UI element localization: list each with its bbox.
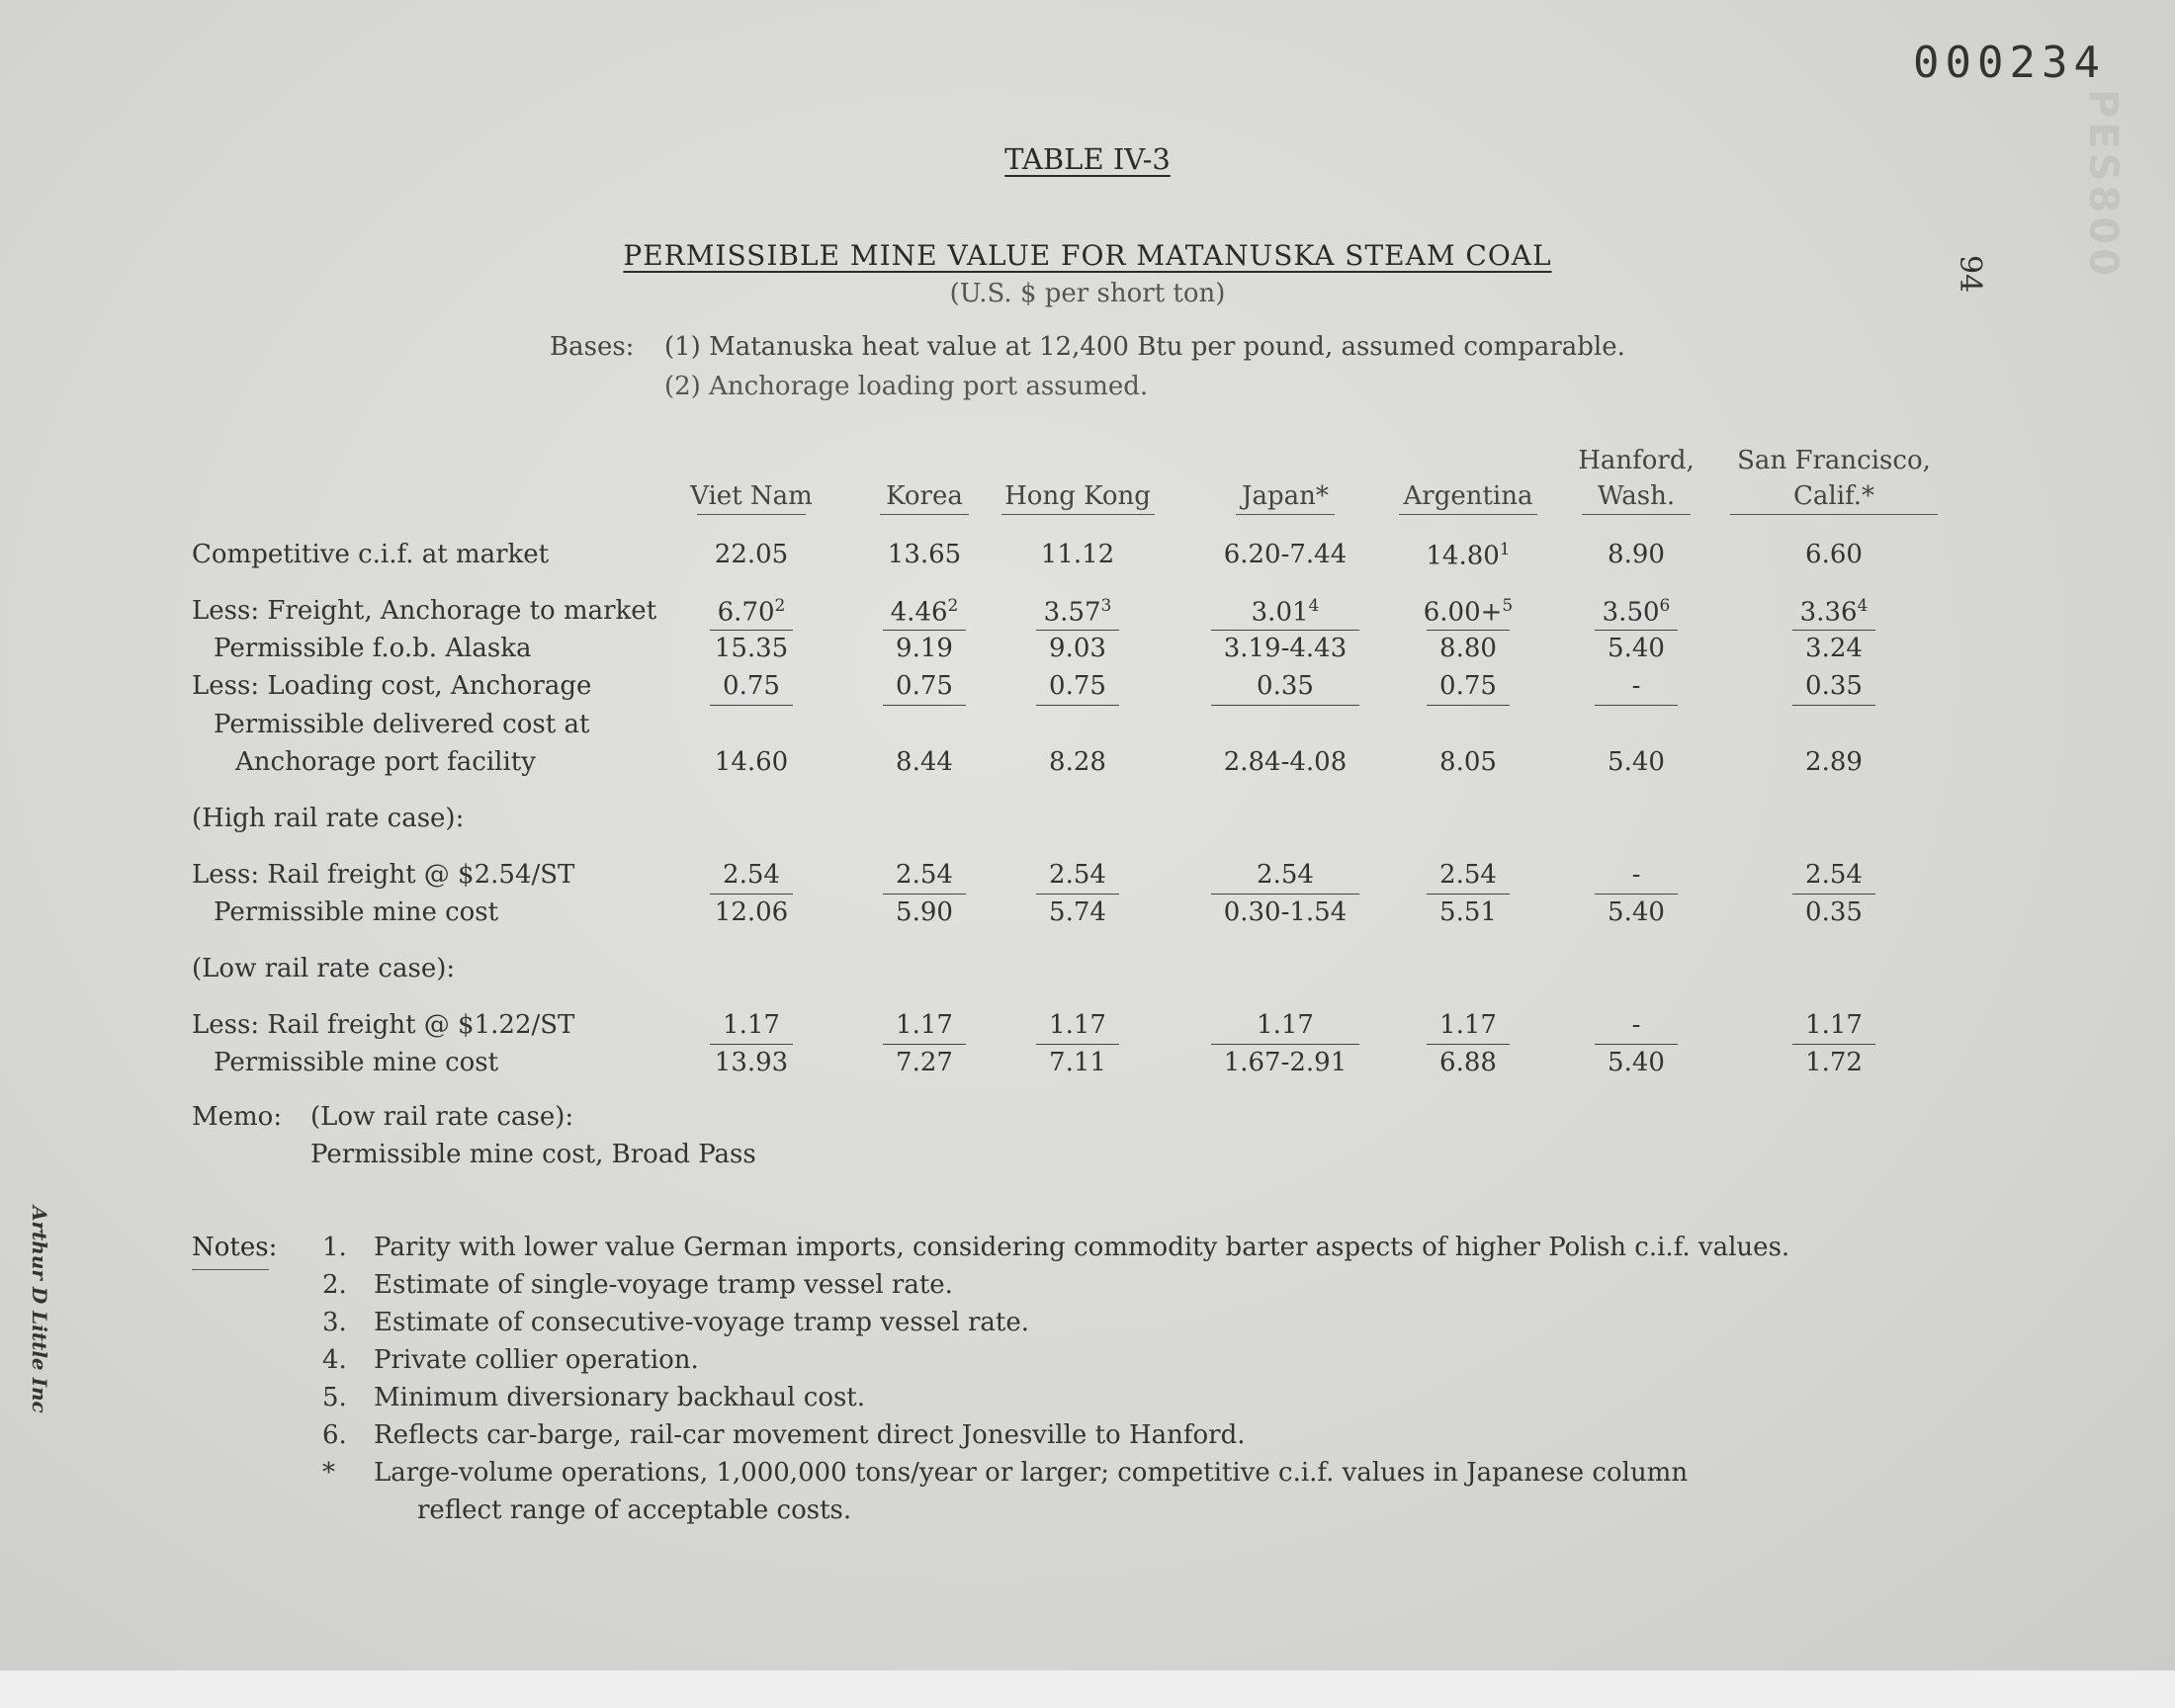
table-title: PERMISSIBLE MINE VALUE FOR MATANUSKA STEAM COAL xyxy=(623,239,1552,272)
note-item xyxy=(322,1420,2102,1458)
cell-fob-argentina xyxy=(1394,634,1542,663)
cell-value: 14.60 xyxy=(714,747,789,777)
subtotal-rule xyxy=(1211,894,1359,895)
cell-value: 2.54 xyxy=(896,860,953,890)
notes-underline xyxy=(192,1269,269,1270)
cell-value: 7.27 xyxy=(896,1048,953,1077)
cell-cif-hanford xyxy=(1562,540,1710,569)
cell-delivered-hong-kong xyxy=(1003,747,1152,777)
subtotal-rule xyxy=(1036,894,1119,895)
subtotal-rule xyxy=(1792,630,1875,631)
cell-value: 2.54 xyxy=(1257,860,1314,890)
subtotal-rule xyxy=(1792,705,1875,706)
cell-low_rail-hanford xyxy=(1562,1010,1710,1040)
cell-loading-hong-kong xyxy=(1003,671,1152,701)
cell-footnote-ref: 1 xyxy=(1499,540,1511,559)
note-item xyxy=(322,1270,2102,1308)
subtotal-rule xyxy=(1595,1044,1678,1045)
cell-value: 5.40 xyxy=(1608,1048,1665,1077)
document-number: 000234 xyxy=(1913,38,2106,88)
cell-value: 3.57 xyxy=(1043,597,1101,628)
bases-line-2: (2) Anchorage loading port assumed. xyxy=(664,372,1149,401)
cell-value: 3.36 xyxy=(1799,597,1858,628)
cell-value: 5.74 xyxy=(1049,897,1106,927)
cell-value: 0.35 xyxy=(1257,671,1314,701)
column-header-underline xyxy=(1001,514,1155,515)
cell-value: - xyxy=(1631,671,1641,701)
cell-high_mine-korea xyxy=(850,897,999,927)
column-header-line-2: Japan* xyxy=(1242,481,1329,511)
cell-cif-san-francisco xyxy=(1760,540,1908,569)
cell-loading-san-francisco xyxy=(1760,671,1908,701)
column-header-line-1: San Francisco, xyxy=(1737,446,1931,475)
cell-low_mine-viet-nam xyxy=(677,1048,826,1077)
subtotal-rule xyxy=(1427,1044,1510,1045)
note-marker: 6. xyxy=(322,1420,347,1450)
cell-delivered-san-francisco xyxy=(1760,747,1908,777)
cell-loading-hanford xyxy=(1562,671,1710,701)
cell-value: - xyxy=(1631,1010,1641,1040)
cell-footnote-ref: 5 xyxy=(1502,596,1514,616)
cell-value: 2.89 xyxy=(1805,747,1863,777)
note-item xyxy=(322,1233,2102,1270)
column-header-underline xyxy=(697,514,806,515)
cell-low_mine-argentina xyxy=(1394,1048,1542,1077)
row-label-low_rail: Less: Rail freight @ $1.22/ST xyxy=(192,1010,575,1040)
cell-value: - xyxy=(1631,860,1641,890)
cell-high_rail-argentina xyxy=(1394,860,1542,890)
cell-high_rail-korea xyxy=(850,860,999,890)
row-label-high_case: (High rail rate case): xyxy=(192,804,465,833)
note-text: Estimate of consecutive-voyage tramp vessel rate. xyxy=(374,1308,1030,1337)
cell-cif-japan xyxy=(1211,540,1359,569)
row-label-delivered-line-1: Permissible delivered cost at xyxy=(214,710,590,739)
cell-value: 5.51 xyxy=(1439,897,1497,927)
cell-value: 2.54 xyxy=(1439,860,1497,890)
note-item xyxy=(322,1383,2102,1420)
cell-freight-korea xyxy=(850,596,999,628)
cell-high_mine-japan xyxy=(1211,897,1359,927)
cell-value: 0.35 xyxy=(1805,897,1863,927)
cell-value: 3.24 xyxy=(1805,634,1863,663)
side-signature: Arthur D Little Inc xyxy=(28,1206,51,1413)
cell-value: 9.03 xyxy=(1049,634,1106,663)
row-label-fob: Permissible f.o.b. Alaska xyxy=(214,634,532,663)
column-header-line-1: Hanford, xyxy=(1578,446,1695,475)
cell-footnote-ref: 4 xyxy=(1308,596,1320,616)
subtotal-rule xyxy=(1792,1044,1875,1045)
subtotal-rule xyxy=(1595,705,1678,706)
cell-value: 2.54 xyxy=(723,860,780,890)
cell-delivered-argentina xyxy=(1394,747,1542,777)
bases-label: Bases: xyxy=(550,332,635,362)
cell-fob-hanford xyxy=(1562,634,1710,663)
note-text: Parity with lower value German imports, considering commodity barter aspects of higher Polish c.i.f. values. xyxy=(374,1233,1790,1262)
cell-high_rail-san-francisco xyxy=(1760,860,1908,890)
note-text: Reflects car-barge, rail-car movement direct Jonesville to Hanford. xyxy=(374,1420,1246,1450)
cell-value: 6.20-7.44 xyxy=(1223,540,1348,569)
cell-value: 6.00+ xyxy=(1423,597,1503,628)
cell-delivered-japan xyxy=(1211,747,1359,777)
cell-value: 11.12 xyxy=(1040,540,1115,569)
notes-label: Notes: xyxy=(192,1233,278,1262)
cell-cif-hong-kong xyxy=(1003,540,1152,569)
cell-value: 9.19 xyxy=(896,634,953,663)
cell-value: 2.84-4.08 xyxy=(1223,747,1348,777)
cell-low_rail-argentina xyxy=(1394,1010,1542,1040)
cell-freight-viet-nam xyxy=(677,596,826,628)
cell-cif-viet-nam xyxy=(677,540,826,569)
subtotal-rule xyxy=(710,894,793,895)
cell-value: 8.90 xyxy=(1608,540,1665,569)
cell-low_rail-viet-nam xyxy=(677,1010,826,1040)
subtotal-rule xyxy=(1792,894,1875,895)
cell-value: 8.80 xyxy=(1439,634,1497,663)
cell-value: 1.72 xyxy=(1805,1048,1863,1077)
note-marker: 1. xyxy=(322,1233,347,1262)
cell-value: 2.54 xyxy=(1805,860,1863,890)
cell-high_rail-viet-nam xyxy=(677,860,826,890)
cell-delivered-korea xyxy=(850,747,999,777)
cell-value: 6.70 xyxy=(717,597,775,628)
cell-value: 13.93 xyxy=(714,1048,789,1077)
row-label-high_mine: Permissible mine cost xyxy=(214,897,499,927)
scan-bottom-strip xyxy=(0,1670,2175,1708)
cell-fob-hong-kong xyxy=(1003,634,1152,663)
row-label-high_rail: Less: Rail freight @ $2.54/ST xyxy=(192,860,575,890)
note-text: Private collier operation. xyxy=(374,1345,699,1375)
cell-cif-argentina xyxy=(1394,540,1542,571)
subtotal-rule xyxy=(883,1044,966,1045)
subtotal-rule xyxy=(1427,705,1510,706)
cell-value: 5.40 xyxy=(1608,897,1665,927)
column-header-line-2: Argentina xyxy=(1403,481,1533,511)
note-marker: 2. xyxy=(322,1270,347,1300)
cell-fob-viet-nam xyxy=(677,634,826,663)
subtotal-rule xyxy=(1211,630,1359,631)
cell-value: 0.35 xyxy=(1805,671,1863,701)
column-header-underline xyxy=(1236,514,1335,515)
note-text: Estimate of single-voyage tramp vessel rate. xyxy=(374,1270,953,1300)
cell-value: 8.28 xyxy=(1049,747,1106,777)
cell-fob-san-francisco xyxy=(1760,634,1908,663)
cell-value: 5.90 xyxy=(896,897,953,927)
cell-loading-japan xyxy=(1211,671,1359,701)
note-text: Minimum diversionary backhaul cost. xyxy=(374,1383,866,1412)
cell-low_rail-korea xyxy=(850,1010,999,1040)
cell-high_rail-hanford xyxy=(1562,860,1710,890)
column-header-san-francisco xyxy=(1710,443,1958,515)
cell-high_rail-hong-kong xyxy=(1003,860,1152,890)
cell-loading-korea xyxy=(850,671,999,701)
row-label-delivered-line-2: Anchorage port facility xyxy=(235,747,536,777)
cell-value: 5.40 xyxy=(1608,634,1665,663)
cell-value: 1.17 xyxy=(1439,1010,1497,1040)
cell-low_mine-hong-kong xyxy=(1003,1048,1152,1077)
table-subtitle: (U.S. $ per short ton) xyxy=(949,279,1226,308)
cell-fob-korea xyxy=(850,634,999,663)
cell-value: 1.17 xyxy=(723,1010,780,1040)
cell-high_mine-hong-kong xyxy=(1003,897,1152,927)
cell-value: 0.75 xyxy=(1049,671,1106,701)
subtotal-rule xyxy=(1211,1044,1359,1045)
note-marker: 3. xyxy=(322,1308,347,1337)
cell-value: 0.75 xyxy=(1439,671,1497,701)
cell-loading-argentina xyxy=(1394,671,1542,701)
page-number: 94 xyxy=(1953,255,1987,294)
memo-line-2: Permissible mine cost, Broad Pass xyxy=(310,1140,756,1169)
cell-freight-japan xyxy=(1211,596,1359,628)
cell-fob-japan xyxy=(1211,634,1359,663)
subtotal-rule xyxy=(710,705,793,706)
cell-value: 15.35 xyxy=(714,634,789,663)
cell-value: 14.80 xyxy=(1426,541,1500,571)
cell-value: 1.67-2.91 xyxy=(1223,1048,1348,1077)
cell-freight-hong-kong xyxy=(1003,596,1152,628)
subtotal-rule xyxy=(1036,1044,1119,1045)
cell-value: 2.54 xyxy=(1049,860,1106,890)
cell-freight-argentina xyxy=(1394,596,1542,628)
note-item xyxy=(322,1458,2102,1533)
row-label-cif: Competitive c.i.f. at market xyxy=(192,540,550,569)
cell-value: 13.65 xyxy=(887,540,962,569)
cell-low_rail-san-francisco xyxy=(1760,1010,1908,1040)
cell-value: 4.46 xyxy=(890,597,948,628)
cell-value: 3.19-4.43 xyxy=(1223,634,1348,663)
cell-low_mine-san-francisco xyxy=(1760,1048,1908,1077)
cell-value: 8.05 xyxy=(1439,747,1497,777)
cell-freight-san-francisco xyxy=(1760,596,1908,628)
cell-high_mine-hanford xyxy=(1562,897,1710,927)
column-header-underline xyxy=(1582,514,1691,515)
cell-low_rail-japan xyxy=(1211,1010,1359,1040)
column-header-line-2: Wash. xyxy=(1597,481,1676,511)
table-number: TABLE IV-3 xyxy=(1004,142,1171,176)
cell-value: 1.17 xyxy=(1257,1010,1314,1040)
note-item xyxy=(322,1345,2102,1383)
cell-value: 3.50 xyxy=(1602,597,1660,628)
column-header-line-2: Hong Kong xyxy=(1004,481,1151,511)
subtotal-rule xyxy=(710,630,793,631)
cell-low_mine-hanford xyxy=(1562,1048,1710,1077)
cell-freight-hanford xyxy=(1562,596,1710,628)
note-marker: 5. xyxy=(322,1383,347,1412)
cell-value: 3.01 xyxy=(1251,597,1309,628)
row-label-freight: Less: Freight, Anchorage to market xyxy=(192,596,657,626)
subtotal-rule xyxy=(1211,705,1359,706)
cell-high_rail-japan xyxy=(1211,860,1359,890)
cell-delivered-hanford xyxy=(1562,747,1710,777)
cell-cif-korea xyxy=(850,540,999,569)
row-label-low_case: (Low rail rate case): xyxy=(192,954,456,983)
cell-loading-viet-nam xyxy=(677,671,826,701)
cell-value: 1.17 xyxy=(1805,1010,1863,1040)
cell-value: 8.44 xyxy=(896,747,953,777)
memo-label: Memo: xyxy=(192,1102,283,1132)
subtotal-rule xyxy=(883,894,966,895)
cell-value: 5.40 xyxy=(1608,747,1665,777)
margin-stamp: PES800 xyxy=(2080,89,2126,280)
column-header-line-2: Calif.* xyxy=(1793,481,1874,511)
cell-high_mine-san-francisco xyxy=(1760,897,1908,927)
cell-value: 12.06 xyxy=(714,897,789,927)
cell-footnote-ref: 6 xyxy=(1659,596,1671,616)
cell-value: 6.60 xyxy=(1805,540,1863,569)
subtotal-rule xyxy=(883,630,966,631)
subtotal-rule xyxy=(883,705,966,706)
subtotal-rule xyxy=(1036,705,1119,706)
cell-footnote-ref: 3 xyxy=(1100,596,1112,616)
cell-value: 0.75 xyxy=(896,671,953,701)
cell-high_mine-argentina xyxy=(1394,897,1542,927)
cell-high_mine-viet-nam xyxy=(677,897,826,927)
note-marker: * xyxy=(322,1458,335,1488)
note-marker: 4. xyxy=(322,1345,347,1375)
cell-value: 7.11 xyxy=(1049,1048,1106,1077)
column-header-underline xyxy=(1730,514,1938,515)
cell-low_rail-hong-kong xyxy=(1003,1010,1152,1040)
column-header-line-2: Korea xyxy=(886,481,963,511)
subtotal-rule xyxy=(1595,894,1678,895)
cell-value: 1.17 xyxy=(1049,1010,1106,1040)
cell-value: 1.17 xyxy=(896,1010,953,1040)
cell-value: 6.88 xyxy=(1439,1048,1497,1077)
cell-value: 0.30-1.54 xyxy=(1223,897,1348,927)
subtotal-rule xyxy=(1036,630,1119,631)
bases-line-1: (1) Matanuska heat value at 12,400 Btu per pound, assumed comparable. xyxy=(664,332,1625,362)
cell-delivered-viet-nam xyxy=(677,747,826,777)
subtotal-rule xyxy=(710,1044,793,1045)
subtotal-rule xyxy=(1427,894,1510,895)
cell-low_mine-japan xyxy=(1211,1048,1359,1077)
cell-value: 22.05 xyxy=(714,540,789,569)
cell-low_mine-korea xyxy=(850,1048,999,1077)
note-text: Large-volume operations, 1,000,000 tons/year or larger; competitive c.i.f. values in Japanese column xyxy=(374,1458,1689,1488)
cell-footnote-ref: 2 xyxy=(774,596,786,616)
column-header-line-2: Viet Nam xyxy=(690,481,813,511)
subtotal-rule xyxy=(1427,630,1510,631)
cell-value: 0.75 xyxy=(723,671,780,701)
row-label-loading: Less: Loading cost, Anchorage xyxy=(192,671,592,701)
note-item xyxy=(322,1308,2102,1345)
note-text-continued: reflect range of acceptable costs. xyxy=(417,1495,852,1525)
cell-footnote-ref: 2 xyxy=(947,596,959,616)
memo-line-1: (Low rail rate case): xyxy=(310,1102,574,1132)
subtotal-rule xyxy=(1595,630,1678,631)
cell-footnote-ref: 4 xyxy=(1857,596,1869,616)
row-label-low_mine: Permissible mine cost xyxy=(214,1048,499,1077)
